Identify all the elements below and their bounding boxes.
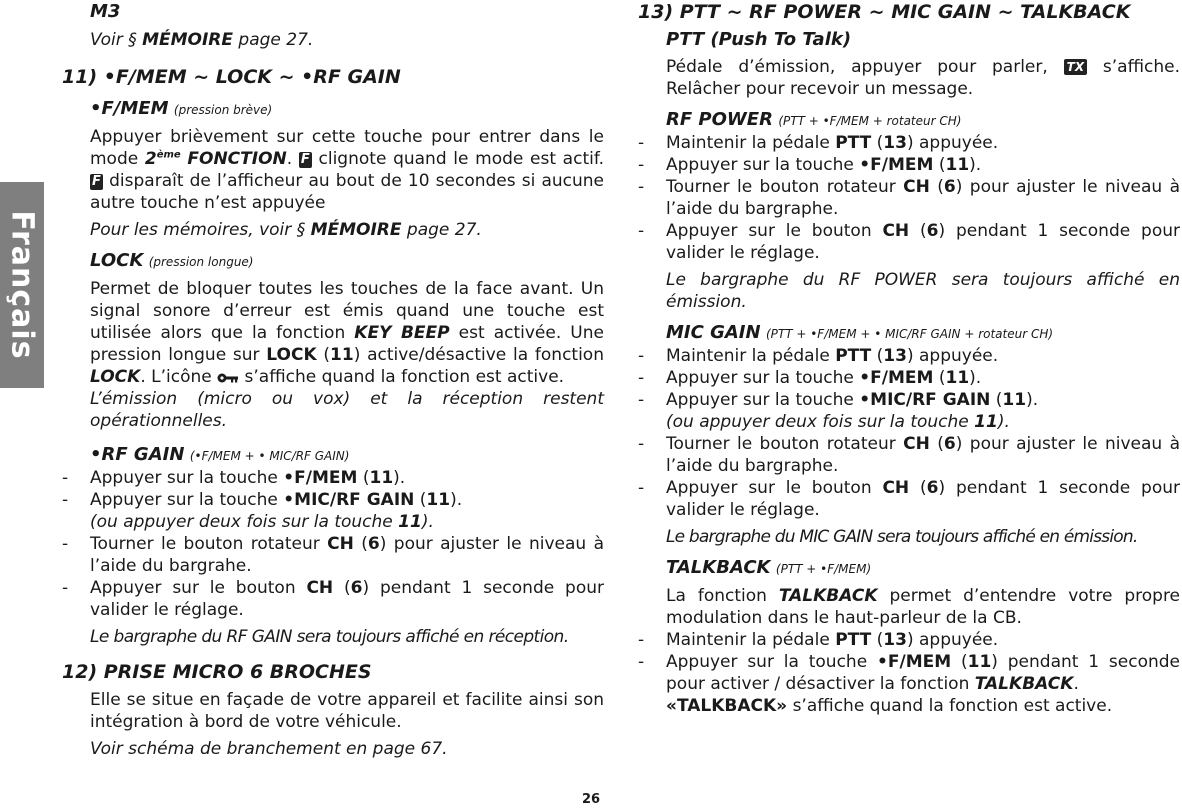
ptt-text: Pédale d’émission, appuyer pour parler, TX s’affiche. Relâcher pour recevoir un message.	[666, 57, 1181, 99]
section-12-body	[90, 689, 604, 760]
ptt-block	[666, 29, 1180, 132]
list-item: - Maintenir la pédale PTT (13) appuyée.	[638, 629, 1180, 651]
list-item: - Appuyer sur le bouton CH (6) pendant 1 seconde pour valider le réglage.	[638, 477, 1180, 521]
page-number: 26	[581, 792, 601, 807]
list-item: - Appuyer sur la touche •F/MEM (11).	[638, 367, 1180, 389]
section-12-title: 12) PRISE MICRO 6 BROCHES	[62, 661, 372, 683]
m3-title: M3	[90, 1, 121, 22]
rfpower-note: Le bargraphe du RF POWER sera toujours affiché en émission.	[666, 270, 1180, 312]
rfgain-steps	[62, 467, 604, 621]
list-item: - Appuyer sur le bouton CH (6) pendant 1 seconde pour valider le réglage.	[62, 577, 604, 621]
list-item: - Tourner le bouton rotateur CH (6) pour ajuster le niveau à l’aide du bargraphe.	[638, 176, 1180, 220]
right-column	[638, 0, 1180, 717]
section-12-text: Elle se situe en façade de votre appareil et facilite ainsi son intégration à bord de votre véhicule.	[90, 690, 604, 732]
list-item: - Appuyer sur la touche •MIC/RF GAIN (11). (ou appuyer deux fois sur la touche 11).	[62, 489, 604, 533]
fmem-block	[90, 98, 604, 467]
talkback-text: La fonction TALKBACK permet d’entendre votre propre modulation dans le haut-parleur de la CB.	[666, 586, 1181, 628]
micgain-steps	[638, 345, 1180, 521]
lock-text: Permet de bloquer toutes les touches de la face avant. Un signal sonore d’erreur est émis quand une touche est utilisée alors que la fonction KEY BEEP est activée. Une pression longue sur LOCK (11) active/désactive la fonction LOCK. L’icône s’affiche quand la fonction est active.	[90, 279, 604, 387]
talkback-heading: TALKBACK (PTT + •F/MEM)	[666, 557, 872, 578]
rfpower-heading: RF POWER (PTT + •F/MEM + rotateur CH)	[666, 109, 962, 130]
left-column	[62, 0, 604, 760]
fmem-heading: •F/MEM (pression brève)	[90, 98, 273, 119]
rfgain-heading: •RF GAIN (•F/MEM + • MIC/RF GAIN)	[90, 444, 350, 465]
rfpower-footer	[666, 269, 1180, 345]
list-item: - Tourner le bouton rotateur CH (6) pour ajuster le niveau à l’aide du bargrahe.	[62, 533, 604, 577]
list-item: - Appuyer sur la touche •F/MEM (11) pendant 1 seconde pour activer / désactiver la fonction TALKBACK. «TALKBACK» s’affiche quand la fonction est active.	[638, 651, 1180, 717]
list-item: - Maintenir la pédale PTT (13) appuyée.	[638, 345, 1180, 367]
lock-heading: LOCK (pression longue)	[90, 250, 254, 271]
ptt-heading: PTT (Push To Talk)	[666, 29, 852, 50]
list-item: - Appuyer sur le bouton CH (6) pendant 1 seconde pour valider le réglage.	[638, 220, 1180, 264]
micgain-heading: MIC GAIN (PTT + •F/MEM + • MIC/RF GAIN + rotateur CH)	[666, 322, 1054, 343]
lock-note: L’émission (micro ou vox) et la réception restent opérationnelles.	[90, 389, 604, 431]
tx-indicator-icon: TX	[1064, 59, 1087, 75]
key-icon	[217, 372, 239, 384]
language-tab	[0, 182, 44, 388]
fmem-text: Appuyer brièvement sur cette touche pour entrer dans le mode 2ème FONCTION. F clignote quand le mode est actif. F disparaît de l’afficheur au bout de 10 secondes si aucune autre touche n’est appuyée	[90, 127, 604, 213]
section-13-title: 13) PTT ~ RF POWER ~ MIC GAIN ~ TALKBACK	[638, 1, 1131, 23]
micgain-footer	[666, 526, 1180, 629]
list-item: - Tourner le bouton rotateur CH (6) pour ajuster le niveau à l’aide du bargraphe.	[638, 433, 1180, 477]
m3-reference: Voir § MÉMOIRE page 27.	[90, 30, 314, 50]
section-12-note: Voir schéma de branchement en page 67.	[90, 739, 448, 759]
list-item: - Appuyer sur la touche •F/MEM (11).	[638, 154, 1180, 176]
fmem-reference: Pour les mémoires, voir § MÉMOIRE page 27.	[90, 220, 482, 240]
rfgain-note: Le bargraphe du RF GAIN sera toujours affiché en réception.	[90, 627, 569, 647]
list-item: - Appuyer sur la touche •MIC/RF GAIN (11). (ou appuyer deux fois sur la touche 11).	[638, 389, 1180, 433]
talkback-steps	[638, 629, 1180, 717]
language-tab-label: Français	[5, 210, 41, 360]
section-11-title: 11) •F/MEM ~ LOCK ~ •RF GAIN	[62, 66, 401, 88]
list-item: - Maintenir la pédale PTT (13) appuyée.	[638, 132, 1180, 154]
f-indicator-icon: F	[299, 152, 312, 168]
rfpower-steps	[638, 132, 1180, 264]
m3-block	[90, 0, 604, 51]
list-item: - Appuyer sur la touche •F/MEM (11).	[62, 467, 604, 489]
micgain-note: Le bargraphe du MIC GAIN sera toujours affiché en émission.	[666, 527, 1138, 547]
f-indicator-icon: F	[90, 174, 103, 190]
